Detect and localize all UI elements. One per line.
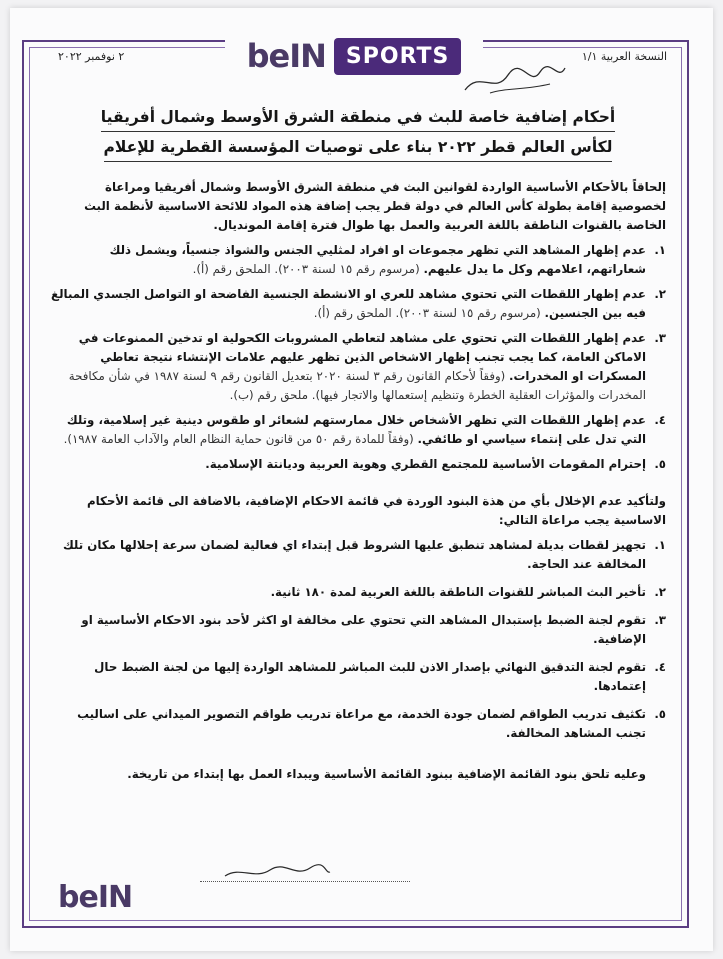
signature-line — [200, 881, 410, 882]
measure-number: ٣. — [654, 613, 666, 627]
document-title — [50, 104, 666, 162]
rule-number: ٥. — [654, 457, 666, 471]
rule-item — [50, 411, 666, 449]
rule-number: ٣. — [654, 331, 666, 345]
measure-number: ٤. — [654, 660, 666, 674]
title-line-2: لكأس العالم قطر ٢٠٢٢ بناء على توصيات المؤسسة القطرية للإعلام — [104, 134, 613, 162]
measures-intro: ولتأكيد عدم الإخلال بأي من هذة البنود الوردة في قائمة الاحكام الإضافية، بالاضافة الى قائمة الأحكام الاساسية يجب مراعاة التالي: — [86, 494, 666, 527]
rule-text: عدم إظهار اللقطات التي تحتوي على مشاهد لتعاطي المشروبات الكحولية او تدخين الممنوعات في الاماكن العامة، كما يجب تجنب إظهار الاشخاص الذين تظهر عليهم علامات الإنتشاء نتيجة تعاطي المسكرات او المخدرات. — [78, 331, 646, 383]
rules-list — [50, 241, 666, 474]
measure-number: ١. — [654, 538, 666, 552]
measure-number: ٥. — [654, 707, 666, 721]
measure-item — [50, 705, 666, 743]
measure-item — [50, 658, 666, 696]
document-copy-label: النسخة العربية ١/١ — [581, 50, 667, 63]
signature-top-icon — [460, 60, 570, 100]
rule-text: عدم إظهار المشاهد التي تظهر مجموعات او افراد لمثليي الجنس والشواذ جنسياً، ويشمل ذلك شعاراتهم، اعلامهم وكل ما يدل عليهم. — [109, 243, 646, 276]
document-date: ٢ نوفمبر ٢٠٢٢ — [58, 50, 125, 63]
closing-paragraph: وعليه تلحق بنود القائمة الإضافية ببنود القائمة الأساسية ويبداء العمل بها إبتداء من تاريخة. — [127, 767, 646, 781]
logo-sports-text: SPORTS — [334, 38, 461, 75]
rule-reference: (مرسوم رقم ١٥ لسنة ٢٠٠٣). الملحق رقم (أ). — [313, 306, 541, 320]
rule-item — [50, 241, 666, 279]
rule-text: عدم إظهار اللقطات التي تظهر الأشخاص خلال ممارستهم لشعائر او طقوس دينية غير إسلامية، وتلك التي تدل على إنتماء سياسي او طائفي. — [66, 413, 646, 446]
rule-item — [50, 285, 666, 323]
measure-number: ٢. — [654, 585, 666, 599]
rule-number: ٢. — [654, 287, 666, 301]
measure-item — [50, 583, 666, 602]
rule-reference: (وفقاً لأحكام القانون رقم ٣ لسنة ٢٠٢٠ بتعديل القانون رقم ٩ لسنة ١٩٨٧ في شأن مكافحة المخدرات والمؤثرات العقلية الخطرة وتنظيم إستعمالها والاتجار فيها). ملحق رقم (ب). — [68, 369, 646, 402]
measure-text: تقوم لجنة الضبط بإستبدال المشاهد التي تحتوي على مخالفة او اكثر لأحد بنود الاحكام الأساسية او الإضافية. — [81, 613, 646, 646]
rule-text: إحترام المقومات الأساسية للمجتمع القطري وهوية العربية وديانتة الإسلامية. — [205, 457, 646, 471]
rule-reference: (مرسوم رقم ١٥ لسنة ٢٠٠٣). الملحق رقم (أ). — [192, 262, 420, 276]
measure-text: تكثيف تدريب الطواقم لضمان جودة الخدمة، مع مراعاة تدريب طواقم التصوير الميداني على اساليب تجنب المشاهد المخالفة. — [77, 707, 646, 740]
measure-text: تأخير البث المباشر للقنوات الناطقة باللغة العربية لمدة ١٨٠ ثانية. — [270, 585, 646, 599]
measure-text: تجهيز لقطات بديلة لمشاهد تنطبق عليها الشروط قبل إبتداء اي فعالية لضمان سرعة إحلالها مكان تلك المخالفة عند الحاجة. — [62, 538, 646, 571]
rule-text: عدم إظهار اللقطات التي تحتوي مشاهد للعري او الانشطة الجنسية الفاضحة او التواصل الجسدي المبالغ فيه بين الجنسين. — [51, 287, 646, 320]
document-body — [50, 104, 666, 796]
intro-paragraph: إلحاقاً بالأحكام الأساسية الواردة لقوانين البث في منطقة الشرق الأوسط وشمال أفريقيا ومراعاة لخصوصية إقامة بطولة كأس العالم في دولة قطر يجب إضافة هذه المواد للائحة الاساسية لأنظمة البث الخاصة بالقنوات الناطقة باللغة العربية والعمل بها طوال فترة إقامة المونديال. — [84, 180, 666, 232]
bein-sports-logo — [225, 30, 483, 82]
rule-number: ٤. — [654, 413, 666, 427]
rule-item — [50, 455, 666, 474]
measures-list — [50, 536, 666, 743]
logo-bein-text: beIN — [246, 37, 326, 75]
measure-text: تقوم لجنة التدقيق النهائي بإصدار الاذن للبث المباشر للمشاهد الواردة إليها من لجنة الضبط حال إعتمادها. — [94, 660, 646, 693]
title-line-1: أحكام إضافية خاصة للبث في منطقة الشرق الأوسط وشمال أفريقيا — [101, 104, 615, 132]
rule-reference: (وفقاً للمادة رقم ٥٠ من قانون حماية النظام العام والآداب العامة ١٩٨٧). — [63, 432, 414, 446]
measure-item — [50, 611, 666, 649]
rule-item — [50, 329, 666, 405]
measure-item — [50, 536, 666, 574]
footer-bein-logo: beIN — [58, 880, 133, 915]
rule-number: ١. — [654, 243, 666, 257]
